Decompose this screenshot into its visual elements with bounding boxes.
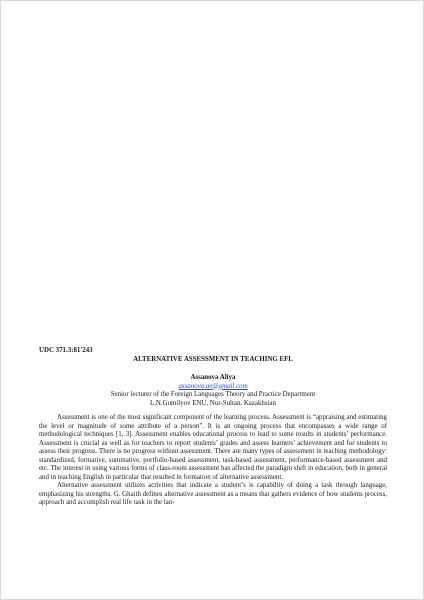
author-name: Assanova Aliya <box>190 374 236 381</box>
body-paragraph-2: Alternative assessment utilizes activities that indicate a student’s is capability of doing a task through language, emphasizing his strengths. G. Ghaith defines alternative assessment as a means that gathers evidence of how students process, approach and accomplish real life task in the lan- <box>39 482 387 506</box>
author-institution: L.N.Gumilyov ENU, Nur-Sultan, Kazakhstan <box>150 399 276 407</box>
udc-code: UDC 371.3:81'243 <box>39 347 93 354</box>
author-email-link[interactable]: assanova.ae@gmail.com <box>178 382 248 390</box>
author-position: Senior lecturer of the Foreign Languages Theory and Practice Department <box>110 391 316 398</box>
body-paragraph-1: Assessment is one of the most significant component of the learning process. Assessment is “appraising and estimating the level or magnitude of some attribute of a person”. It is an ongoing process that encompasses a wide range of methodological techniques [1, 3]. Assessment enables educational process to lead to some results in students’ performance. Assessment is crucial as well as for teachers to report students’ grades and assess learners’ achievement and for students to assess their progress. There is no progress without assessment. There are many types of assessment in teaching methodology: standardized, formative, summative, portfolio-based assessment, task-based assessment, performance-based assessment and etc. The interest in using various forms of class-room assessment has affected the paradigm shift in education, both in general and in teaching English in particular that resulted in formation of alternative assessment. <box>39 414 387 481</box>
article-content <box>39 347 387 508</box>
article-title: ALTERNATIVE ASSESSMENT IN TEACHING EFL <box>133 355 293 363</box>
